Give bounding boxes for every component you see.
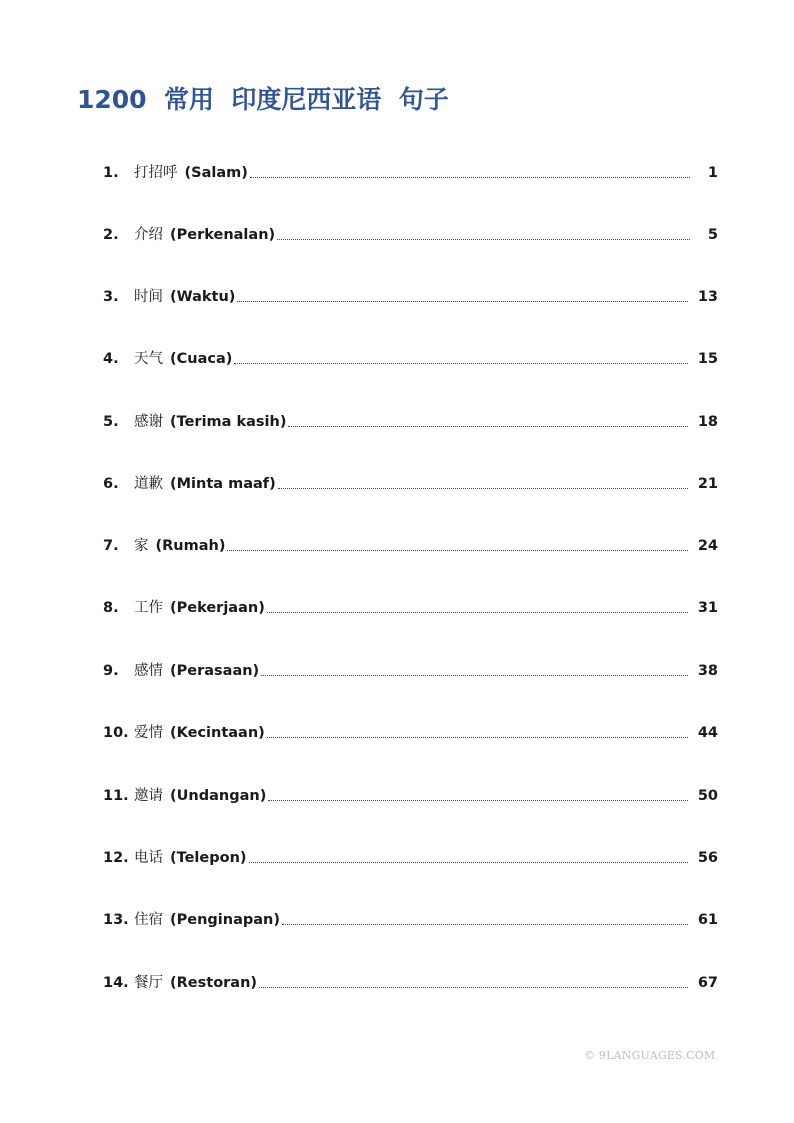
toc-entry-number: 3.: [103, 289, 119, 305]
toc-entry[interactable]: [103, 847, 718, 869]
toc-entry-number: 14.: [103, 975, 129, 991]
toc-entry-number: 1.: [103, 165, 119, 181]
toc-entry-number: 8.: [103, 600, 119, 616]
toc-dot-leader: [261, 674, 688, 676]
toc-entry-number: 11.: [103, 788, 129, 804]
toc-entry-chinese-title: 打招呼: [134, 165, 178, 181]
toc-entry-page-number: 67: [697, 975, 718, 991]
toc-entry-indonesian-title: (Pekerjaan): [170, 600, 265, 616]
toc-entry[interactable]: [103, 909, 718, 931]
toc-entry-number: 4.: [103, 351, 119, 367]
toc-dot-leader: [288, 425, 687, 427]
toc-entry-page-number: 38: [697, 663, 718, 679]
toc-entry-page-number: 1: [707, 165, 718, 181]
toc-entry-chinese-title: 天气: [134, 351, 163, 367]
toc-entry-page-number: 5: [707, 227, 718, 243]
toc-entry-number: 7.: [103, 538, 119, 554]
toc-entry-chinese-title: 工作: [134, 600, 163, 616]
toc-entry-page-number: 56: [697, 850, 718, 866]
toc-dot-leader: [277, 238, 690, 240]
toc-entry-page-number: 21: [697, 476, 718, 492]
toc-dot-leader: [278, 487, 688, 489]
toc-entry-page-number: 15: [697, 351, 718, 367]
toc-entry[interactable]: [103, 535, 718, 557]
toc-entry-chinese-title: 感情: [134, 663, 163, 679]
toc-entry-number: 9.: [103, 663, 119, 679]
toc-dot-leader: [237, 300, 687, 302]
toc-dot-leader: [282, 923, 688, 925]
toc-entry[interactable]: [103, 722, 718, 744]
toc-dot-leader: [259, 986, 688, 988]
toc-dot-leader: [250, 176, 690, 178]
toc-entry-chinese-title: 家: [134, 538, 149, 554]
toc-entry[interactable]: [103, 224, 718, 246]
toc-entry-number: 12.: [103, 850, 129, 866]
toc-dot-leader: [268, 799, 687, 801]
toc-entry-page-number: 50: [697, 788, 718, 804]
toc-dot-leader: [249, 861, 688, 863]
toc-entry-chinese-title: 时间: [134, 289, 163, 305]
toc-entry-page-number: 18: [697, 414, 718, 430]
toc-entry-number: 10.: [103, 725, 129, 741]
toc-entry-chinese-title: 道歉: [134, 476, 163, 492]
toc-entry[interactable]: [103, 972, 718, 994]
toc-entry-page-number: 31: [697, 600, 718, 616]
toc-entry-chinese-title: 电话: [134, 850, 163, 866]
toc-entry[interactable]: [103, 411, 718, 433]
toc-entry-page-number: 61: [697, 912, 718, 928]
toc-entry-chinese-title: 爱情: [134, 725, 163, 741]
toc-entry-indonesian-title: (Rumah): [155, 538, 226, 554]
toc-entry-number: 2.: [103, 227, 119, 243]
toc-entry-number: 5.: [103, 414, 119, 430]
toc-entry-chinese-title: 感谢: [134, 414, 163, 430]
toc-entry[interactable]: [103, 785, 718, 807]
toc-entry-chinese-title: 介绍: [134, 227, 163, 243]
toc-entry-indonesian-title: (Perasaan): [170, 663, 260, 679]
toc-entry-indonesian-title: (Waktu): [170, 289, 236, 305]
toc-entry[interactable]: [103, 473, 718, 495]
toc-entry-indonesian-title: (Salam): [184, 165, 248, 181]
toc-entry-indonesian-title: (Cuaca): [170, 351, 233, 367]
toc-entry-indonesian-title: (Perkenalan): [170, 227, 276, 243]
toc-entry[interactable]: [103, 286, 718, 308]
toc-entry[interactable]: [103, 660, 718, 682]
toc-entry-chinese-title: 餐厅: [134, 975, 163, 991]
toc-entry-indonesian-title: (Penginapan): [170, 912, 280, 928]
toc-entry[interactable]: [103, 162, 718, 184]
toc-entry-number: 6.: [103, 476, 119, 492]
toc-entry-page-number: 24: [697, 538, 718, 554]
toc-entry-indonesian-title: (Telepon): [170, 850, 247, 866]
toc-entry[interactable]: [103, 597, 718, 619]
toc-dot-leader: [234, 362, 687, 364]
footer-watermark: © 9LANGUAGES.COM: [584, 1049, 716, 1062]
toc-entry-chinese-title: 邀请: [134, 788, 163, 804]
toc-dot-leader: [267, 736, 688, 738]
toc-entry-indonesian-title: (Undangan): [170, 788, 267, 804]
toc-dot-leader: [267, 611, 688, 613]
toc-entry-indonesian-title: (Restoran): [170, 975, 258, 991]
toc-entry-chinese-title: 住宿: [134, 912, 163, 928]
toc-entry-page-number: 44: [697, 725, 718, 741]
toc-entry-indonesian-title: (Terima kasih): [170, 414, 287, 430]
toc-entry-page-number: 13: [697, 289, 718, 305]
toc-dot-leader: [227, 549, 687, 551]
page-title: 1200 常用 印度尼西亚语 句子: [77, 85, 449, 114]
toc-entry[interactable]: [103, 348, 718, 370]
toc-entry-number: 13.: [103, 912, 129, 928]
toc-entry-indonesian-title: (Minta maaf): [170, 476, 276, 492]
toc-entry-indonesian-title: (Kecintaan): [170, 725, 265, 741]
